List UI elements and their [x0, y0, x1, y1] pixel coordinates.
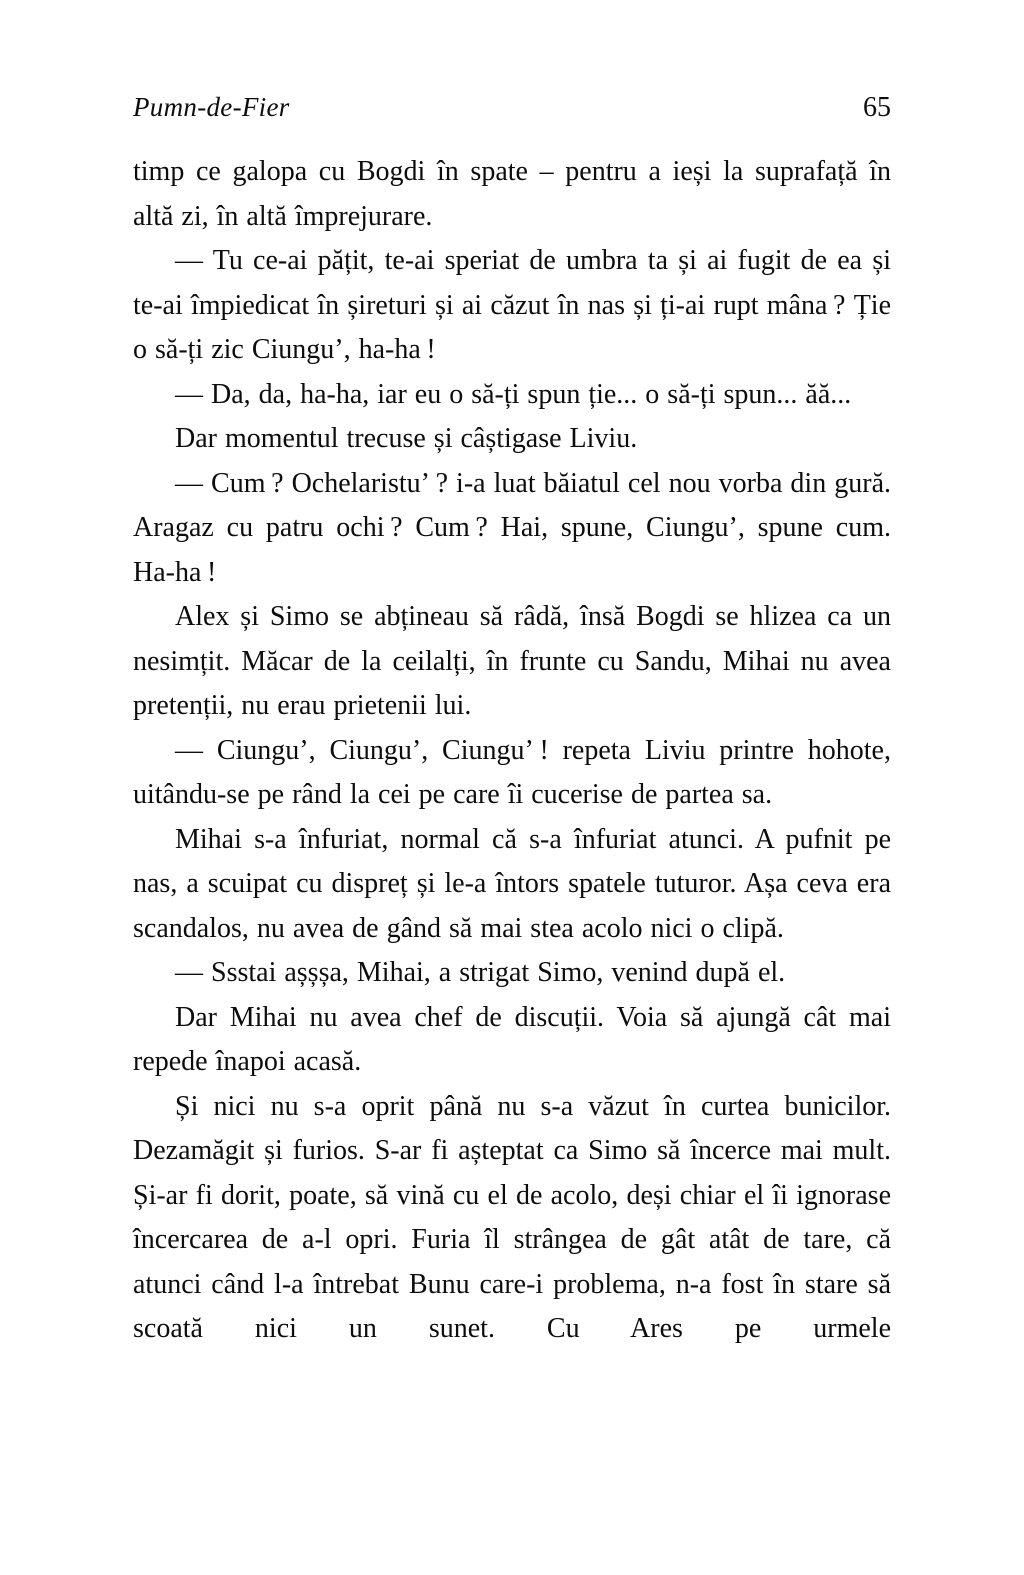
- paragraph: Alex și Simo se abțineau să râdă, însă Bogdi se hlizea ca un nesimțit. Măcar de la ceilalți, în frunte cu Sandu, Mihai nu avea pretenții, nu erau prietenii lui.: [133, 601, 891, 721]
- paragraph: — Tu ce-ai pățit, te-ai speriat de umbra ta și ai fugit de ea și te-ai împiedicat în șireturi și ai căzut în nas și ți-ai rupt mâna ? Ție o să-ți zic Ciungu’, ha-ha !: [133, 245, 891, 365]
- page-body: [133, 150, 891, 1352]
- page-header: [133, 92, 891, 124]
- paragraph: Dar Mihai nu avea chef de discuții. Voia să ajungă cât mai repede înapoi acasă.: [133, 1001, 891, 1077]
- paragraph: — Ciungu’, Ciungu’, Ciungu’ ! repeta Liviu printre hohote, uitându-se pe rând la cei pe care îi cucerise de partea sa.: [133, 734, 891, 810]
- page-number: 65: [863, 92, 891, 123]
- paragraph: timp ce galopa cu Bogdi în spate – pentru a ieși la suprafață în altă zi, în altă împrejurare.: [133, 156, 891, 232]
- paragraph: — Cum ? Ochelaristu’ ? i-a luat băiatul cel nou vorba din gură. Aragaz cu patru ochi ? Cum ? Hai, spune, Ciungu’, spune cum. Ha-ha !: [133, 467, 891, 588]
- paragraph: — Ssstai așșșa, Mihai, a strigat Simo, venind după el.: [175, 957, 786, 988]
- paragraph: Mihai s-a înfuriat, normal că s-a înfuriat atunci. A pufnit pe nas, a scuipat cu dispreț și le-a întors spatele tuturor. Așa ceva era scandalos, nu avea de gând să mai stea acolo nici o clipă.: [133, 823, 891, 944]
- paragraph: Dar momentul trecuse și câștigase Liviu.: [175, 423, 638, 454]
- paragraph: Și nici nu s-a oprit până nu s-a văzut în curtea bunicilor. Dezamăgit și furios. S-ar fi așteptat ca Simo să încerce mai mult. Și-ar fi dorit, poate, să vină cu el de acolo, deși chiar el îi ignorase încercarea de a-l opri. Furia îl strângea de gât atât de tare, că atunci când l-a întrebat Bunu care-i problema, n-a fost în stare să scoată nici un sunet. Cu Ares pe urmele: [133, 1090, 891, 1344]
- paragraph: — Da, da, ha-ha, iar eu o să-ți spun ție... o să-ți spun... ăă...: [175, 378, 852, 410]
- running-title: Pumn-de-Fier: [133, 92, 290, 122]
